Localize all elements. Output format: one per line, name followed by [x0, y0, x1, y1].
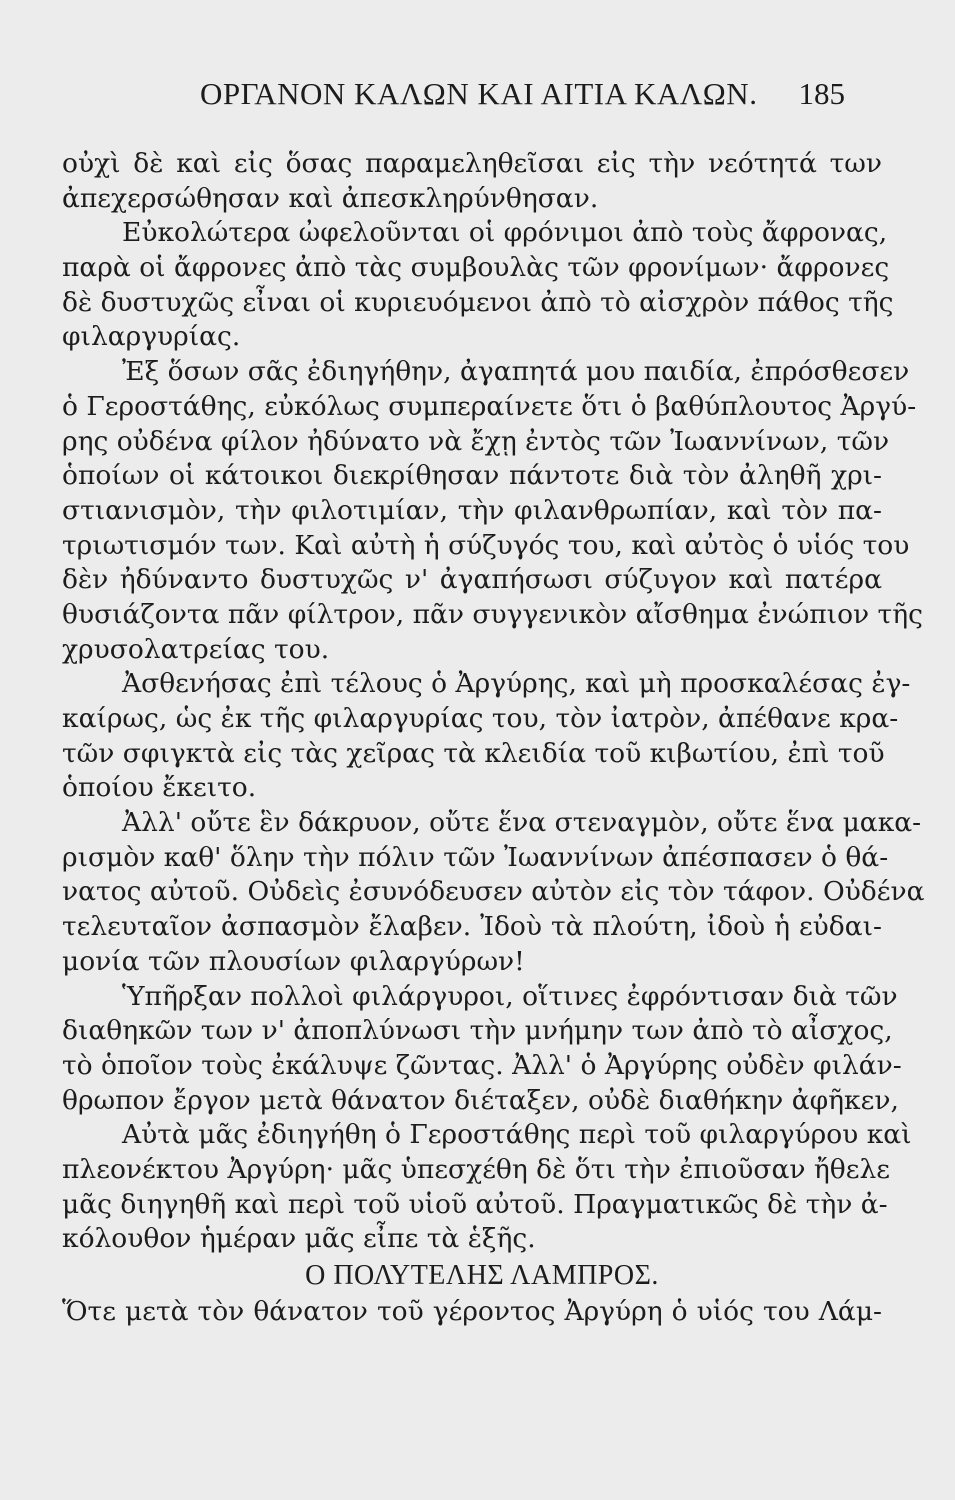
text-line: ὁ Γεροστάθης, εὐκόλως συμπεραίνετε ὅτι ὁ βαθύπλουτος Ἀργύ- [62, 390, 917, 422]
text-line: πλεονέκτου Ἀργύρη· μᾶς ὑπεσχέθη δὲ ὅτι τὴν ἐπιοῦσαν ἤθελε [62, 1153, 890, 1185]
text-line: διαθηκῶν των ν' ἀποπλύνωσι τὴν μνήμην των ἀπὸ τὸ αἶσχος, [62, 1015, 893, 1047]
page-number: 185 [798, 76, 845, 111]
text-line: καίρως, ὡς ἐκ τῆς φιλαργυρίας του, τὸν ἰατρὸν, ἀπέθανε κρα- [62, 703, 899, 734]
text-line: οὐχὶ δὲ καὶ εἰς ὅσας παραμεληθεῖσαι εἰς τὴν νεότητά των [62, 148, 882, 179]
text-line: θυσιάζοντα πᾶν φίλτρον, πᾶν συγγενικὸν αἴσθημα ἐνώπιον τῆς [62, 598, 923, 630]
text-line: παρὰ οἱ ἄφρονες ἀπὸ τὰς συμβουλὰς τῶν φρονίμων· ἄφρονες [62, 252, 890, 284]
text-line: Αὐτὰ μᾶς ἐδιηγήθη ὁ Γεροστάθης περὶ τοῦ φιλαργύρου καὶ [122, 1119, 912, 1151]
text-line: τὸ ὁποῖον τοὺς ἐκάλυψε ζῶντας. Ἀλλ' ὁ Ἀργύρης οὐδὲν φιλάν- [62, 1049, 902, 1081]
text-line: Ἀλλ' οὔτε ἓν δάκρυον, οὔτε ἕνα στεναγμὸν, οὔτε ἕνα μακα- [122, 807, 922, 839]
text-line: φιλαργυρίας. [62, 321, 241, 353]
text-line: Ὅτε μετὰ τὸν θάνατον τοῦ γέροντος Ἀργύρη ὁ υἱός του Λάμ- [62, 1296, 882, 1327]
text-line: στιανισμὸν, τὴν φιλοτιμίαν, τὴν φιλανθρωπίαν, καὶ τὸν πα- [62, 494, 882, 526]
text-line: τριωτισμόν των. Καὶ αὐτὴ ἡ σύζυγός του, καὶ αὐτὸς ὁ υἱός του [62, 529, 910, 561]
text-line: ρης οὐδένα φίλον ἠδύνατο νὰ ἔχῃ ἐντὸς τῶν Ἰωαννίνων, τῶν [62, 425, 890, 457]
text-line: τελευταῖον ἀσπασμὸν ἔλαβεν. Ἰδοὺ τὰ πλούτη, ἰδοὺ ἡ εὐδαι- [62, 911, 882, 943]
text-line: Ἐξ ὅσων σᾶς ἐδιηγήθην, ἀγαπητά μου παιδία, ἐπρόσθεσεν [122, 356, 910, 388]
text-line: δὲν ἠδύναντο δυστυχῶς ν' ἀγαπήσωσι σύζυγον καὶ πατέρα [62, 564, 882, 596]
text-line: θρωπον ἔργον μετὰ θάνατον διέταξεν, οὐδὲ διαθήκην ἀφῆκεν, [62, 1084, 899, 1116]
text-line: Εὐκολώτερα ὠφελοῦνται οἱ φρόνιμοι ἀπὸ τοὺς ἄφρονας, [122, 217, 888, 249]
text-line: Ὑπῆρξαν πολλοὶ φιλάργυροι, οἵτινες ἐφρόντισαν διὰ τῶν [122, 980, 898, 1012]
text-line: ἀπεχερσώθησαν καὶ ἀπεσκληρύνθησαν. [62, 182, 599, 214]
text-line: νατος αὐτοῦ. Οὐδεὶς ἐσυνόδευσεν αὐτὸν εἰς τὸν τάφον. Οὐδένα [62, 876, 925, 908]
text-line: κόλουθον ἡμέραν μᾶς εἶπε τὰ ἑξῆς. [62, 1223, 536, 1255]
text-line: μονία τῶν πλουσίων φιλαργύρων! [62, 945, 525, 977]
text-line: χρυσολατρείας του. [62, 633, 330, 665]
text-line: δὲ δυστυχῶς εἶναι οἱ κυριευόμενοι ἀπὸ τὸ αἰσχρὸν πάθος τῆς [62, 286, 894, 318]
text-line: ρισμὸν καθ' ὅλην τὴν πόλιν τῶν Ἰωαννίνων ἀπέσπασεν ὁ θά- [62, 841, 889, 873]
body-text [62, 147, 925, 1330]
running-title: ΟΡΓΑΝΟΝ ΚΑΛΩΝ ΚΑΙ ΑΙΤΙΑ ΚΑΛΩΝ. [200, 76, 758, 111]
page-header [200, 76, 845, 116]
text-line: μᾶς διηγηθῆ καὶ περὶ τοῦ υἱοῦ αὐτοῦ. Πραγματικῶς δὲ τὴν ἀ- [62, 1188, 888, 1220]
text-line: ὁποίων οἱ κάτοικοι διεκρίθησαν πάντοτε διὰ τὸν ἀληθῆ χρι- [62, 460, 882, 492]
section-heading: Ο ΠΟΛΥΤΕΛΗΣ ΛΑΜΠΡΟΣ. [305, 1260, 659, 1291]
text-line: τῶν σφιγκτὰ εἰς τὰς χεῖρας τὰ κλειδία τοῦ κιβωτίου, ἐπὶ τοῦ [62, 737, 885, 769]
text-line: ὁποίου ἔκειτο. [62, 772, 257, 804]
text-line: Ἀσθενήσας ἐπὶ τέλους ὁ Ἀργύρης, καὶ μὴ προσκαλέσας ἐγ- [122, 668, 911, 700]
